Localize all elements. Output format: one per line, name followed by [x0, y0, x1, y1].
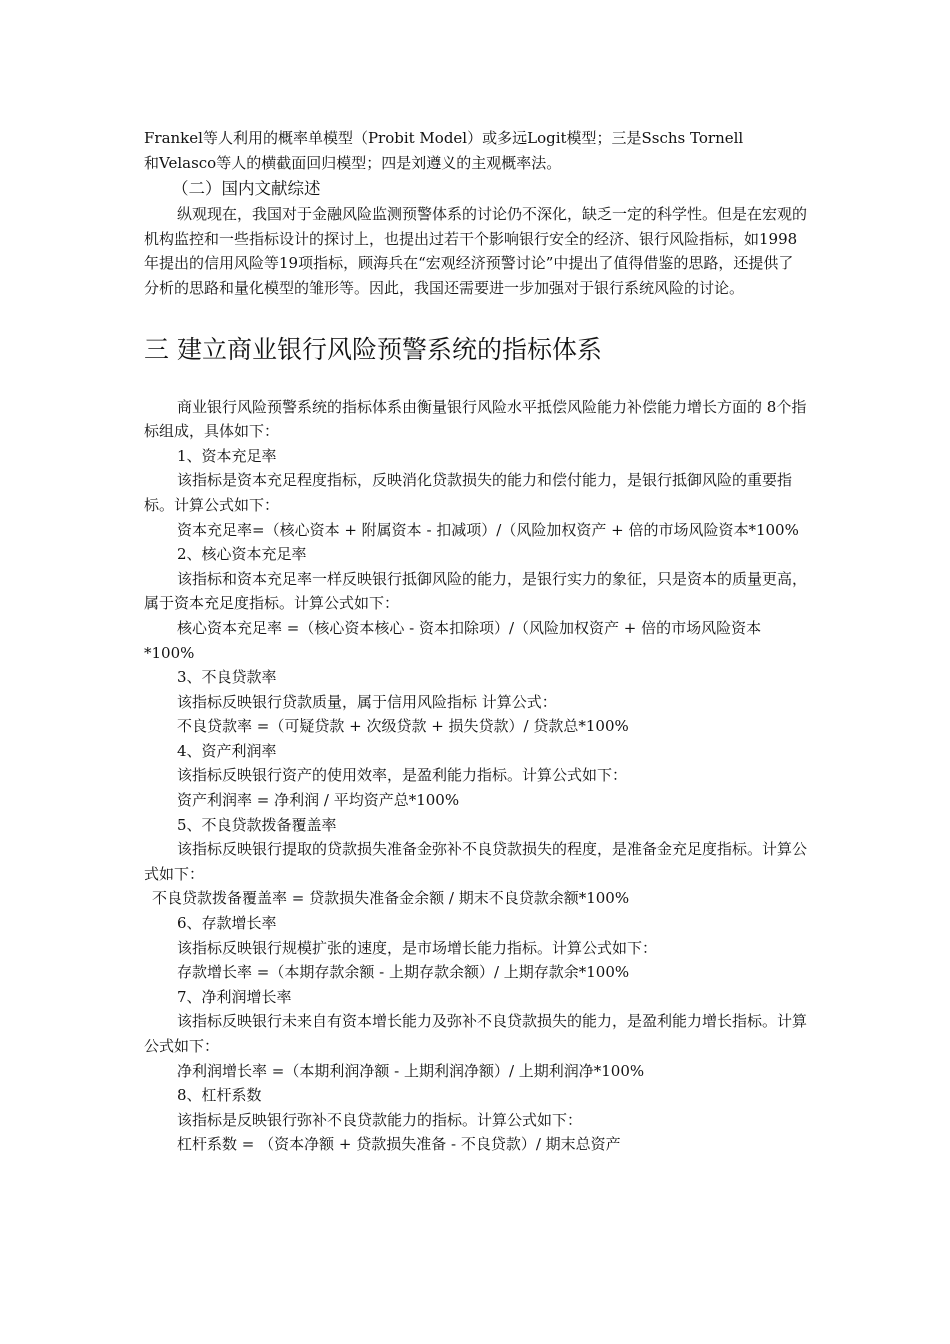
paragraph-line: 和Velasco等人的横截面回归模型；四是刘遵义的主观概率法。 [144, 153, 562, 172]
section-heading: 三 建立商业银行风险预警系统的指标体系 [144, 334, 602, 364]
indicator-description: 该指标反映银行规模扩张的速度，是市场增长能力指标。计算公式如下： [177, 938, 658, 957]
indicator-description: 该指标反映银行未来自有资本增长能力及弥补不良贷款损失的能力，是盈利能力增长指标。计算公式如下： [144, 1012, 808, 1055]
indicator-title: 2、核心资本充足率 [177, 545, 307, 564]
indicator-description: 该指标反映银行资产的使用效率，是盈利能力指标。计算公式如下： [177, 766, 628, 785]
paragraph-line: Frankel等人利用的概率单模型（Probit Model）或多远Logit模型；三是Sschs Tornell [144, 129, 744, 147]
indicator-formula: 净利润增长率 =（本期利润净额 - 上期利润净额）/ 上期利润净*100% [177, 1061, 645, 1080]
indicator-formula: 不良贷款拨备覆盖率 = 贷款损失准备金余额 / 期末不良贷款余额*100% [152, 889, 630, 908]
indicator-description: 该指标是资本充足程度指标，反映消化贷款损失的能力和偿付能力，是银行抵御风险的重要指标。计算公式如下： [144, 471, 793, 514]
indicator-formula: 存款增长率 =（本期存款余额 - 上期存款余额）/ 上期存款余*100% [177, 963, 630, 982]
indicator-title: 4、资产利润率 [177, 741, 277, 760]
indicator-description: 该指标是反映银行弥补不良贷款能力的指标。计算公式如下： [177, 1110, 583, 1129]
indicator-title: 5、不良贷款拨备覆盖率 [177, 815, 337, 834]
indicator-title: 6、存款增长率 [177, 914, 277, 933]
indicator-title: 3、不良贷款率 [177, 668, 277, 687]
section-subheading: （二）国内文献综述 [172, 179, 321, 199]
indicator-title: 1、资本充足率 [177, 446, 277, 465]
indicator-formula: 核心资本充足率 =（核心资本核心 - 资本扣除项）/（风险加权资产 + 倍的市场风险资本*100% [144, 618, 762, 662]
indicator-title: 8、杠杆系数 [177, 1086, 262, 1105]
indicator-description: 该指标反映银行提取的贷款损失准备金弥补不良贷款损失的程度，是准备金充足度指标。计算公式如下： [144, 840, 808, 883]
indicator-formula: 资本充足率=（核心资本 + 附属资本 - 扣减项）/（风险加权资产 + 倍的市场风险资本*100% [177, 520, 799, 539]
intro-paragraph: 商业银行风险预警系统的指标体系由衡量银行风险水平抵偿风险能力补偿能力增长方面的 8个指标组成，具体如下： [144, 397, 807, 441]
indicator-formula: 资产利润率 = 净利润 / 平均资产总*100% [177, 791, 460, 810]
indicator-title: 7、净利润增长率 [177, 987, 292, 1006]
indicator-formula: 不良贷款率 =（可疑贷款 + 次级贷款 + 损失贷款）/ 贷款总*100% [177, 717, 629, 736]
indicator-formula: 杠杆系数 = （资本净额 + 贷款损失准备 - 不良贷款）/ 期末总资产 [177, 1135, 621, 1154]
indicator-description: 该指标和资本充足率一样反映银行抵御风险的能力，是银行实力的象征，只是资本的质量更高，属于资本充足度指标。计算公式如下： [144, 569, 808, 613]
indicator-description: 该指标反映银行贷款质量，属于信用风险指标 计算公式： [177, 692, 557, 711]
document-body [144, 126, 808, 1157]
paragraph: 纵观现在，我国对于金融风险监测预警体系的讨论仍不深化，缺乏一定的科学性。但是在宏观的机构监控和一些指标设计的探讨上，也提出过若干个影响银行安全的经济、银行风险指标，如1998年提出的信用风险等19项指标，顾海兵在“宏观经济预警讨论”中提出了值得借鉴的思路，还提供了分析的思路和量化模型的雏形等。因此，我国还需要进一步加强对于银行系统风险的讨论。 [144, 205, 808, 297]
